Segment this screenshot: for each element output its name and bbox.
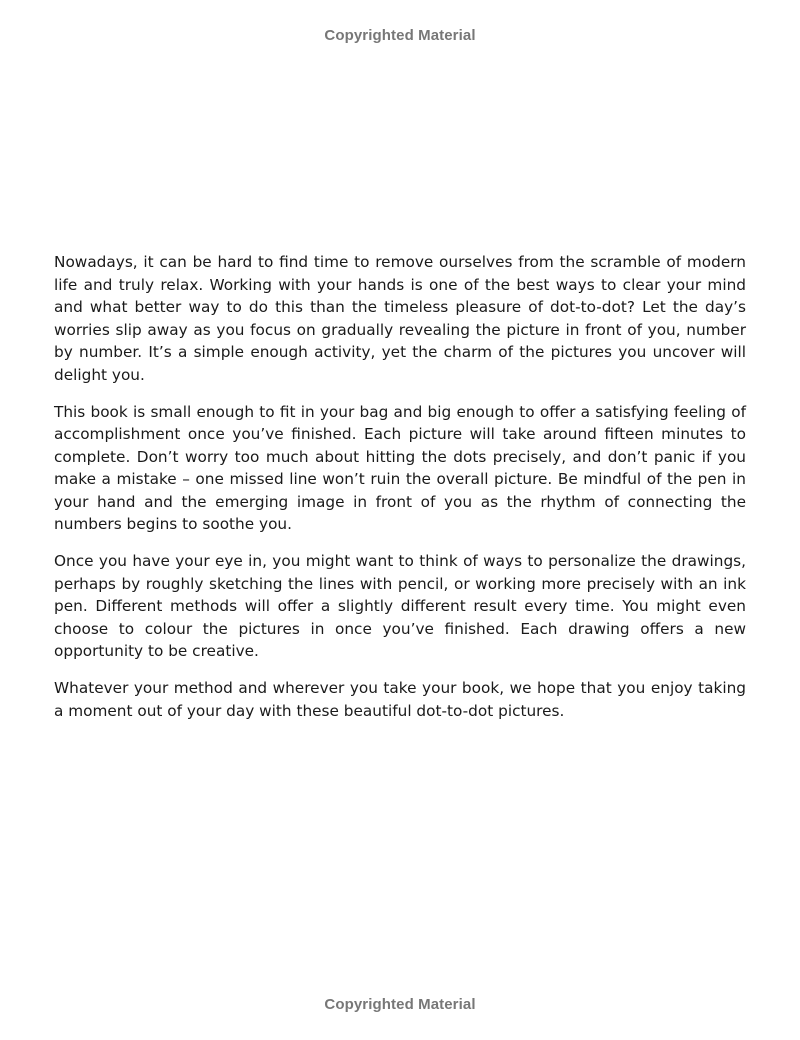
header-watermark: Copyrighted Material [324,27,476,44]
paragraph-2: This book is small enough to fit in your bag and big enough to offer a satisfying feeling of accomplishment once you’ve finished. Each picture will take around fifteen minutes to complete. Don’t worry too much about hitting the dots precisely, and don’t panic if you make a mistake – one missed line won’t ruin the overall picture. Be mindful of the pen in your hand and the emerging image in front of you as the rhythm of connecting the numbers begins to soothe you. [54,402,746,533]
paragraph-3: Once you have your eye in, you might want to think of ways to personalize the drawings, perhaps by roughly sketching the lines with pencil, or working more precisely with an ink pen. Different methods will offer a slightly different result every time. You might even choose to colour the pictures in once you’ve finished. Each drawing offers a new opportunity to be creative. [54,552,746,660]
paragraph-1: Nowadays, it can be hard to find time to remove ourselves from the scramble of modern life and truly relax. Working with your hands is one of the best ways to clear your mind and what better way to do this than the timeless pleasure of dot-to-dot? Let the day’s worries slip away as you focus on gradually revealing the picture in front of you, number by number. It’s a simple enough activity, yet the charm of the pictures you uncover will delight you. [54,253,746,384]
paragraph-4: Whatever your method and wherever you take your book, we hope that you enjoy taking a moment out of your day with these beautiful dot-to-dot pictures. [54,679,746,720]
introduction-text [54,251,746,722]
footer-watermark: Copyrighted Material [324,996,476,1013]
